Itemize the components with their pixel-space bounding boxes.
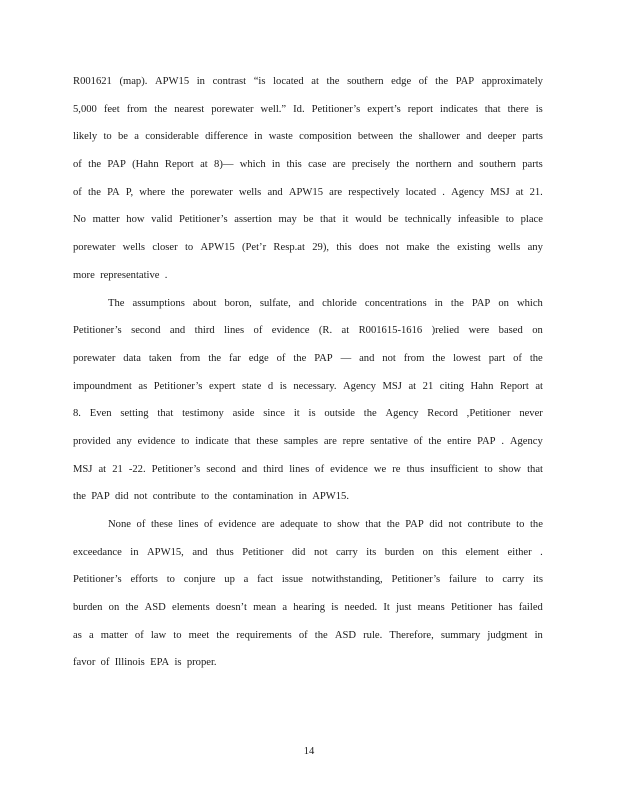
text-line: of the PAP (Hahn Report at 8)— which in this case are precisely the northern and southern parts xyxy=(73,159,543,171)
text-line: R001621 (map). APW15 in contrast “is located at the southern edge of the PAP approximately xyxy=(73,76,543,87)
text-line: the PAP did not contribute to the contamination in APW15. xyxy=(73,491,349,503)
paragraph-p2 xyxy=(73,290,543,512)
text-line: favor of Illinois EPA is proper. xyxy=(73,657,217,669)
paragraph-p1 xyxy=(73,68,543,290)
text-line: provided any evidence to indicate that these samples are repre sentative of the entire PAP . Agency xyxy=(73,435,543,447)
text-line: MSJ at 21 -22. Petitioner’s second and third lines of evidence we re thus insufficient to show that xyxy=(73,463,543,475)
text-line: more representative . xyxy=(73,269,168,281)
text-line: The assumptions about boron, sulfate, and chloride concentrations in the PAP on which xyxy=(108,297,543,309)
text-line: impoundment as Petitioner’s expert state d is necessary. Agency MSJ at 21 citing Hahn Report at xyxy=(73,380,543,392)
text-line: Petitioner’s second and third lines of evidence (R. at R001615-1616 )relied were based on xyxy=(73,325,543,337)
text-line: Petitioner’s efforts to conjure up a fact issue notwithstanding, Petitioner’s failure to carry its xyxy=(73,574,543,586)
text-line: 5,000 feet from the nearest porewater well.” Id. Petitioner’s expert’s report indicates that there is xyxy=(73,103,543,115)
text-line: porewater data taken from the far edge of the PAP — and not from the lowest part of the xyxy=(73,352,543,364)
document-body xyxy=(73,68,543,677)
text-line: of the PA P, where the porewater wells and APW15 are respectively located . Agency MSJ at 21. xyxy=(73,186,543,198)
text-line: burden on the ASD elements doesn’t mean a hearing is needed. It just means Petitioner has failed xyxy=(73,602,543,614)
text-line: likely to be a considerable difference in waste composition between the shallower and deeper parts xyxy=(73,131,543,143)
page-number: 14 xyxy=(303,746,315,757)
text-line: as a matter of law to meet the requirements of the ASD rule. Therefore, summary judgment in xyxy=(73,629,543,641)
text-line: exceedance in APW15, and thus Petitioner did not carry its burden on this element either . xyxy=(73,546,543,558)
text-line: porewater wells closer to APW15 (Pet’r Resp.at 29), this does not make the existing wells any xyxy=(73,242,543,254)
text-line: No matter how valid Petitioner’s assertion may be that it would be technically infeasible to place xyxy=(73,214,543,226)
paragraph-p3 xyxy=(73,511,543,677)
text-line: 8. Even setting that testimony aside since it is outside the Agency Record ,Petitioner never xyxy=(73,408,543,420)
text-line: None of these lines of evidence are adequate to show that the PAP did not contribute to the xyxy=(108,519,543,530)
